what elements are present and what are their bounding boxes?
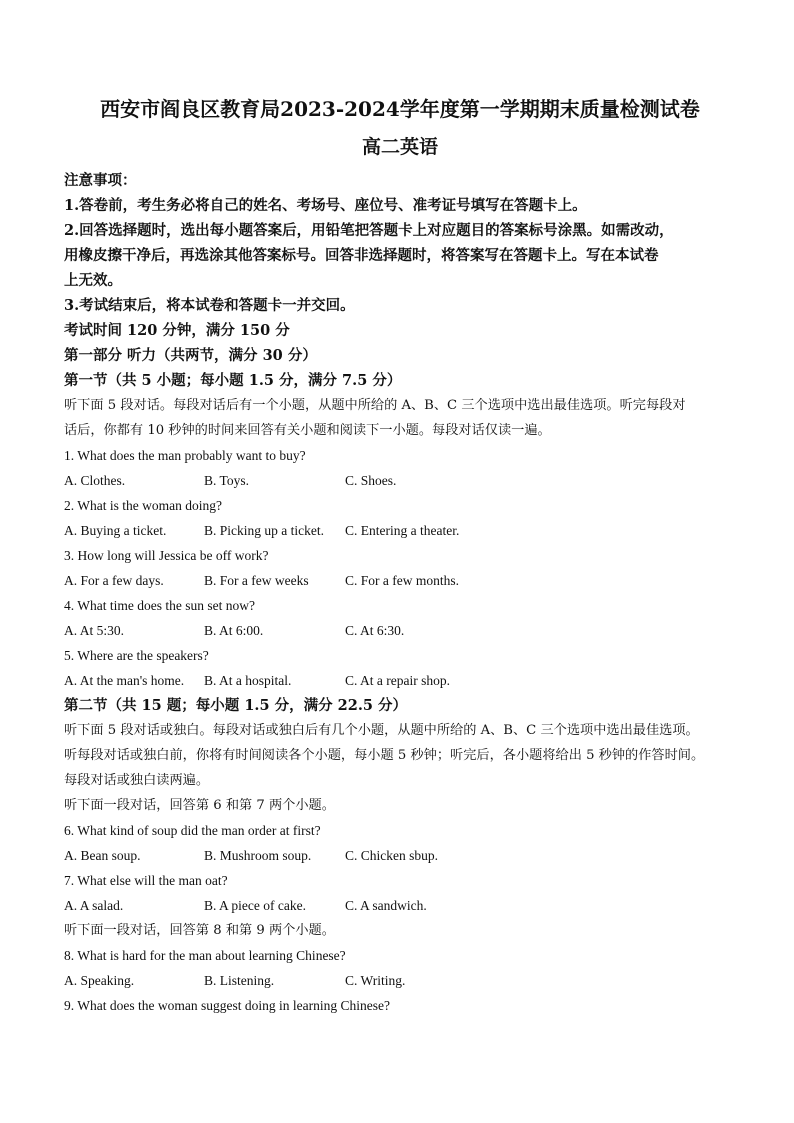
section2-instruction: 每段对话或独白读两遍。 — [64, 773, 210, 788]
note-line: 1.答卷前，考生务必将自己的姓名、考场号、座位号、准考证号填写在答题卡上。 — [64, 197, 587, 214]
option-c: C. Entering a theater. — [345, 523, 460, 538]
question-3-options — [64, 568, 736, 593]
question-3: 3. How long will Jessica be off work? — [64, 548, 269, 563]
note-line: 用橡皮擦干净后，再选涂其他答案标号。回答非选择题时，将答案写在答题卡上。写在本试卷 — [64, 247, 659, 264]
option-a: A. For a few days. — [64, 573, 164, 588]
question-8-options — [64, 968, 736, 993]
option-b: B. At 6:00. — [204, 623, 264, 638]
section1-heading: 第一节（共 5 小题；每小题 1.5 分，满分 7.5 分） — [64, 372, 402, 389]
question-6: 6. What kind of soup did the man order at first? — [64, 823, 321, 838]
option-c: C. At 6:30. — [345, 623, 405, 638]
option-a: A. Clothes. — [64, 473, 126, 488]
option-a: A. Buying a ticket. — [64, 523, 167, 538]
note-line: 上无效。 — [64, 272, 122, 289]
question-1: 1. What does the man probably want to buy? — [64, 448, 306, 463]
option-a: A. At the man's home. — [64, 673, 185, 688]
option-a: A. At 5:30. — [64, 623, 125, 638]
notes-heading: 注意事项： — [64, 172, 137, 189]
exam-time-score: 考试时间 120 分钟，满分 150 分 — [64, 322, 290, 339]
option-b: B. Picking up a ticket. — [204, 523, 324, 538]
option-a: A. Speaking. — [64, 973, 135, 988]
question-5-options — [64, 668, 736, 693]
section1-instruction: 听下面 5 段对话。每段对话后有一个小题，从题中所给的 A、B、C 三个选项中选出最佳选项。听完每段对 — [64, 398, 686, 413]
section2-instruction: 听下面 5 段对话或独白。每段对话或独白后有几个小题，从题中所给的 A、B、C 三个选项中选出最佳选项。 — [64, 723, 699, 738]
dialog-intro: 听下面一段对话，回答第 6 和第 7 两个小题。 — [64, 798, 335, 813]
dialog-intro: 听下面一段对话，回答第 8 和第 9 两个小题。 — [64, 923, 335, 938]
option-b: B. Toys. — [204, 473, 249, 488]
question-4: 4. What time does the sun set now? — [64, 598, 255, 613]
option-c: C. For a few months. — [345, 573, 459, 588]
question-4-options — [64, 618, 736, 643]
exam-title: 西安市阎良区教育局2023-2024学年度第一学期期末质量检测试卷 — [100, 97, 700, 121]
question-7-options — [64, 893, 736, 918]
part1-heading: 第一部分 听力（共两节，满分 30 分） — [64, 347, 317, 364]
option-b: B. For a few weeks — [204, 573, 309, 588]
question-5: 5. Where are the speakers? — [64, 648, 209, 663]
question-9: 9. What does the woman suggest doing in learning Chinese? — [64, 998, 390, 1013]
section2-instruction: 听每段对话或独白前，你将有时间阅读各个小题，每小题 5 秒钟；听完后，各小题将给出 5 秒钟的作答时间。 — [64, 748, 705, 763]
question-8: 8. What is hard for the man about learning Chinese? — [64, 948, 346, 963]
option-b: B. Mushroom soup. — [204, 848, 312, 863]
option-c: C. Chicken sbup. — [345, 848, 438, 863]
option-a: A. A salad. — [64, 898, 124, 913]
section2-heading: 第二节（共 15 题；每小题 1.5 分，满分 22.5 分） — [64, 697, 408, 714]
question-2: 2. What is the woman doing? — [64, 498, 222, 513]
question-7: 7. What else will the man oat? — [64, 873, 228, 888]
note-line: 2.回答选择题时，选出每小题答案后，用铅笔把答题卡上对应题目的答案标号涂黑。如需改动， — [64, 222, 674, 239]
option-c: C. At a repair shop. — [345, 673, 450, 688]
option-c: C. Writing. — [345, 973, 406, 988]
option-b: B. At a hospital. — [204, 673, 292, 688]
option-a: A. Bean soup. — [64, 848, 141, 863]
question-6-options — [64, 843, 736, 868]
option-c: C. A sandwich. — [345, 898, 427, 913]
option-c: C. Shoes. — [345, 473, 397, 488]
section1-instruction: 话后，你都有 10 秒钟的时间来回答有关小题和阅读下一小题。每段对话仅读一遍。 — [64, 423, 551, 438]
option-b: B. A piece of cake. — [204, 898, 306, 913]
question-1-options — [64, 468, 736, 493]
note-line: 3.考试结束后，将本试卷和答题卡一并交回。 — [64, 297, 355, 314]
option-b: B. Listening. — [204, 973, 275, 988]
question-2-options — [64, 518, 736, 543]
exam-subtitle: 高二英语 — [361, 136, 438, 158]
